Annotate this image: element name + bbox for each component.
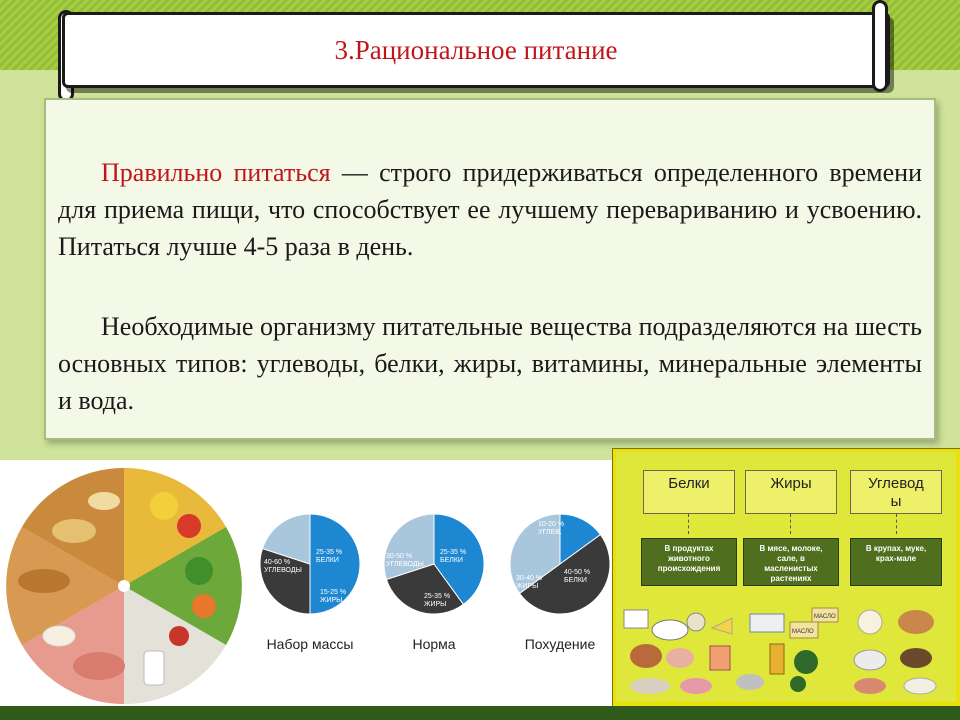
nutrient-box-proteins [643,470,735,514]
pie-label-fats-pct: 15-25 % [320,589,347,596]
pie-chart-mass-gain [258,512,362,616]
main-text-box [44,98,936,440]
source-fats-line-4: растениях [770,574,812,583]
pie-caption-mass-gain: Набор массы [266,636,354,652]
pie-label-proteins-pct: 40-50 % [564,569,591,576]
pie-label-proteins: БЕЛКИ [316,557,339,564]
nutrient-label-carbs-1: Углевод [868,475,924,492]
source-proteins-line-1: В продуктах [664,544,714,553]
source-box-carbs [850,538,942,586]
bottom-bar [0,706,960,720]
paragraph-1 [58,154,922,265]
pie-label-proteins: БЕЛКИ [564,577,587,584]
nutrient-label-proteins: Белки [668,475,710,492]
pie-label-carbs: УГЛЕВ. [538,529,562,536]
pie-label-carbs: УГЛЕВОДЫ [386,561,424,568]
pie-label-carbs-pct: 30-50 % [386,553,413,560]
slide-title: 3.Рациональное питание [334,34,618,65]
source-fats-line-3: масленистых [764,564,818,573]
food-clipart-image [620,600,952,700]
source-box-proteins [641,538,737,586]
pie-label-proteins-pct: 25-35 % [316,549,343,556]
source-carbs-line-2: крах-мале [875,554,917,563]
source-fats-line-2: сале, в [777,554,805,563]
source-box-fats [743,538,839,586]
butter-label-1: МАСЛО [792,629,814,635]
nutrient-label-carbs-2: ы [890,493,902,510]
pie-label-fats: ЖИРЫ [320,597,343,604]
butter-label-2: МАСЛО [814,614,836,620]
pie-label-carbs-pct: 40-60 % [264,559,291,566]
arrow-carbs [896,514,897,534]
source-carbs-line-1: В крупах, муке, [865,544,927,553]
arrow-fats [790,514,791,534]
paragraph-2: Необходимые организму питательные вещества подразделяются на шесть основных типов: углеводы, белки, жиры, витамины, минеральные элементы и вода. [58,312,922,415]
pie-caption-norm: Норма [412,636,456,652]
nutrient-box-carbs [850,470,942,514]
source-proteins-line-3: происхождения [657,564,721,573]
arrow-proteins [688,514,689,534]
pie-chart-weight-loss [508,512,612,616]
scroll-curl-right [872,0,888,92]
nutrient-box-fats [745,470,837,514]
paragraph-1-text: — строго придерживаться определенного времени для приема пищи, что способствует ее лучшему перевариванию и усвоению. Питаться лучше 4-5 раза в день. [58,158,922,261]
pie-chart-norm [382,512,486,616]
nutrient-label-fats: Жиры [770,475,812,492]
pie-caption-weight-loss: Похудение [524,636,596,652]
pie-label-proteins-pct: 25-35 % [440,549,467,556]
pie-label-carbs-pct: 10-20 % [538,521,565,528]
title-banner [62,12,890,88]
pie-label-fats: ЖИРЫ [516,583,539,590]
pie-label-fats-pct: 30-40 % [516,575,543,582]
food-wheel-image [4,466,244,706]
pie-label-fats-pct: 25-35 % [424,593,451,600]
pie-label-proteins: БЕЛКИ [440,557,463,564]
source-fats-line-1: В мясе, молоке, [759,544,823,553]
pie-label-fats: ЖИРЫ [424,601,447,608]
highlight-text: Правильно питаться [101,158,331,187]
pie-label-carbs: УГЛЕВОДЫ [264,567,302,574]
source-proteins-line-2: животного [668,554,710,563]
